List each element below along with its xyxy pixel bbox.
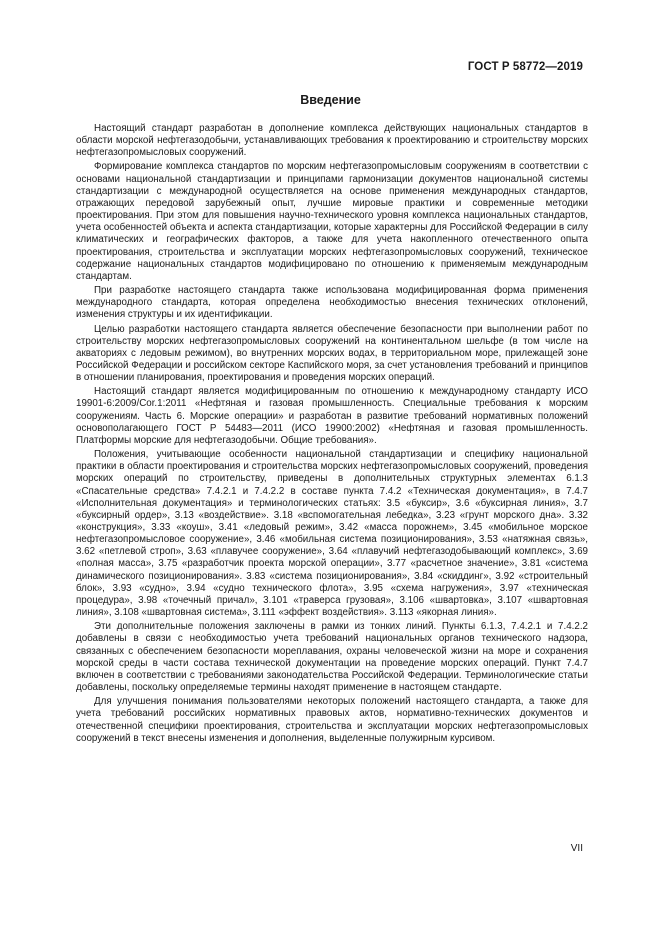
paragraph-1: Настоящий стандарт разработан в дополнение комплекса действующих национальных стандартов в области морской нефтегазодобычи, устанавливающих требования к проектированию и строительству морских нефтегазопромысловых сооружений. (76, 123, 588, 159)
paragraph-5: Настоящий стандарт является модифицированным по отношению к международному стандарту ИСО 19901-6:2009/Cor.1:2011 «Нефтяная и газовая промышленность. Специальные требования к морским сооружениям. Часть 6. Морские операции» и разработан в развитие требований нормативных положений основополагающего ГОСТ Р 54483—2011 (ИСО 19900:2002) «Нефтяная и газовая промышленность. Платформы морские для нефтегазодобычи. Общие требования». (76, 386, 588, 446)
paragraph-4: Целью разработки настоящего стандарта является обеспечение безопасности при выполнении работ по строительству морских нефтегазопромысловых сооружений на континентальном шельфе (в том числе на акваториях с ледовым режимом), во внутренних морских водах, в территориальном море, прилежащей зоне Российской Федерации и российском секторе Каспийского моря, за счет установления требований и принципов в отношении планирования, проектирования и проведения морских операций. (76, 323, 588, 384)
introduction-body (76, 123, 588, 747)
standard-code: ГОСТ Р 58772—2019 (467, 61, 583, 73)
paragraph-3: При разработке настоящего стандарта также использована модифицированная форма применения международного стандарта, которая определена необходимостью внесения технических отклонений, изменения структуры и их идентификации. (76, 285, 588, 321)
paragraph-6: Положения, учитывающие особенности национальной стандартизации и специфику национальной практики в области проектирования и строительства морских нефтегазопромысловых сооружений, проведения морских операций по строительству, приведены в дополнительных структурных элементах 6.1.3 «Спасательные средства» 7.4.2.1 и 7.4.2.2 в составе пункта 7.4.2 «Техническая документация», в 7.4.7 «Исполнительная документация» и терминологических статьях: 3.5 «буксир», 3.6 «буксирная линия», 3.7 «буксирный ордер», 3.13 «воздействие». 3.18 «вспомогательная лебедка», 3.23 «грунт морского дна». 3.32 «конструкция», 3.33 «коуш», 3.41 «ледовый режим», 3.42 «масса порожнем», 3.45 «мобильное морское нефтегазопромысловое сооружение», 3.46 «мобильная система позиционирования», 3.53 «натяжная связь», 3.62 «петлевой строп», 3.63 «плавучее сооружение», 3.64 «плавучий нефтегазодобывающий комплекс», 3.69 «полная масса», 3.75 «разработчик проекта морской операции», 3.77 «расчетное значение», 3.81 «система динамического позиционирования». 3.83 «система позиционирования», 3.84 «скиддинг», 3.92 «строительный блок», 3.93 «судно», 3.94 «судно технического флота», 3.95 «схема нагружения», 3.97 «техническая процедура», 3.98 «точечный причал», 3.101 «траверса грузовая», 3.106 «швартовка», 3.107 «швартовная линия», 3.108 «швартовная система», 3.111 «эффект воздействия». 3.113 «якорная линия». (76, 449, 588, 619)
paragraph-2: Формирование комплекса стандартов по морским нефтегазопромысловым сооружениям в соответствии с основами национальной стандартизации и принципами гармонизации документов национальной системы стандартизации с международной осуществляется на основе применения международных стандартов, отражающих передовой зарубежный опыт, лучшие мировые практики и современные методики проектирования. При этом для повышения научно-технического уровня комплекса национальных стандартов, учета особенностей объекта и аспекта стандартизации, которые характерны для Российской Федерации в силу климатических и географических факторов, а также для учета накопленного отечественного опыта проектирования, строительства и эксплуатации морских нефтегазопромысловых сооружений, техническое содержание национальных стандартов модифицировано по отношению к применяемым международным стандартам. (76, 161, 588, 282)
paragraph-7: Эти дополнительные положения заключены в рамки из тонких линий. Пункты 6.1.3, 7.4.2.1 и 7.4.2.2 добавлены в связи с необходимостью учета требований национальных органов технического надзора, связанных с обеспечением безопасности мореплавания, охраны человеческой жизни на море и сохранения морской среды в части состава технической документации на проведение морских операций. Пункт 7.4.7 включен в соответствии с требованиями законодательства Российской Федерации. Терминологические статьи добавлены, поскольку определяемые термины находят применение в настоящем стандарте. (76, 621, 588, 694)
section-title: Введение (300, 93, 361, 107)
page-number: VII (570, 843, 583, 854)
paragraph-8: Для улучшения понимания пользователями некоторых положений настоящего стандарта, а также для учета требований российских нормативных правовых актов, нормативно-технических документов и отечественной специфики проектирования, строительства и эксплуатации морских нефтегазопромысловых сооружений в текст внесены изменения и дополнения, выделенные полужирным курсивом. (76, 696, 588, 744)
